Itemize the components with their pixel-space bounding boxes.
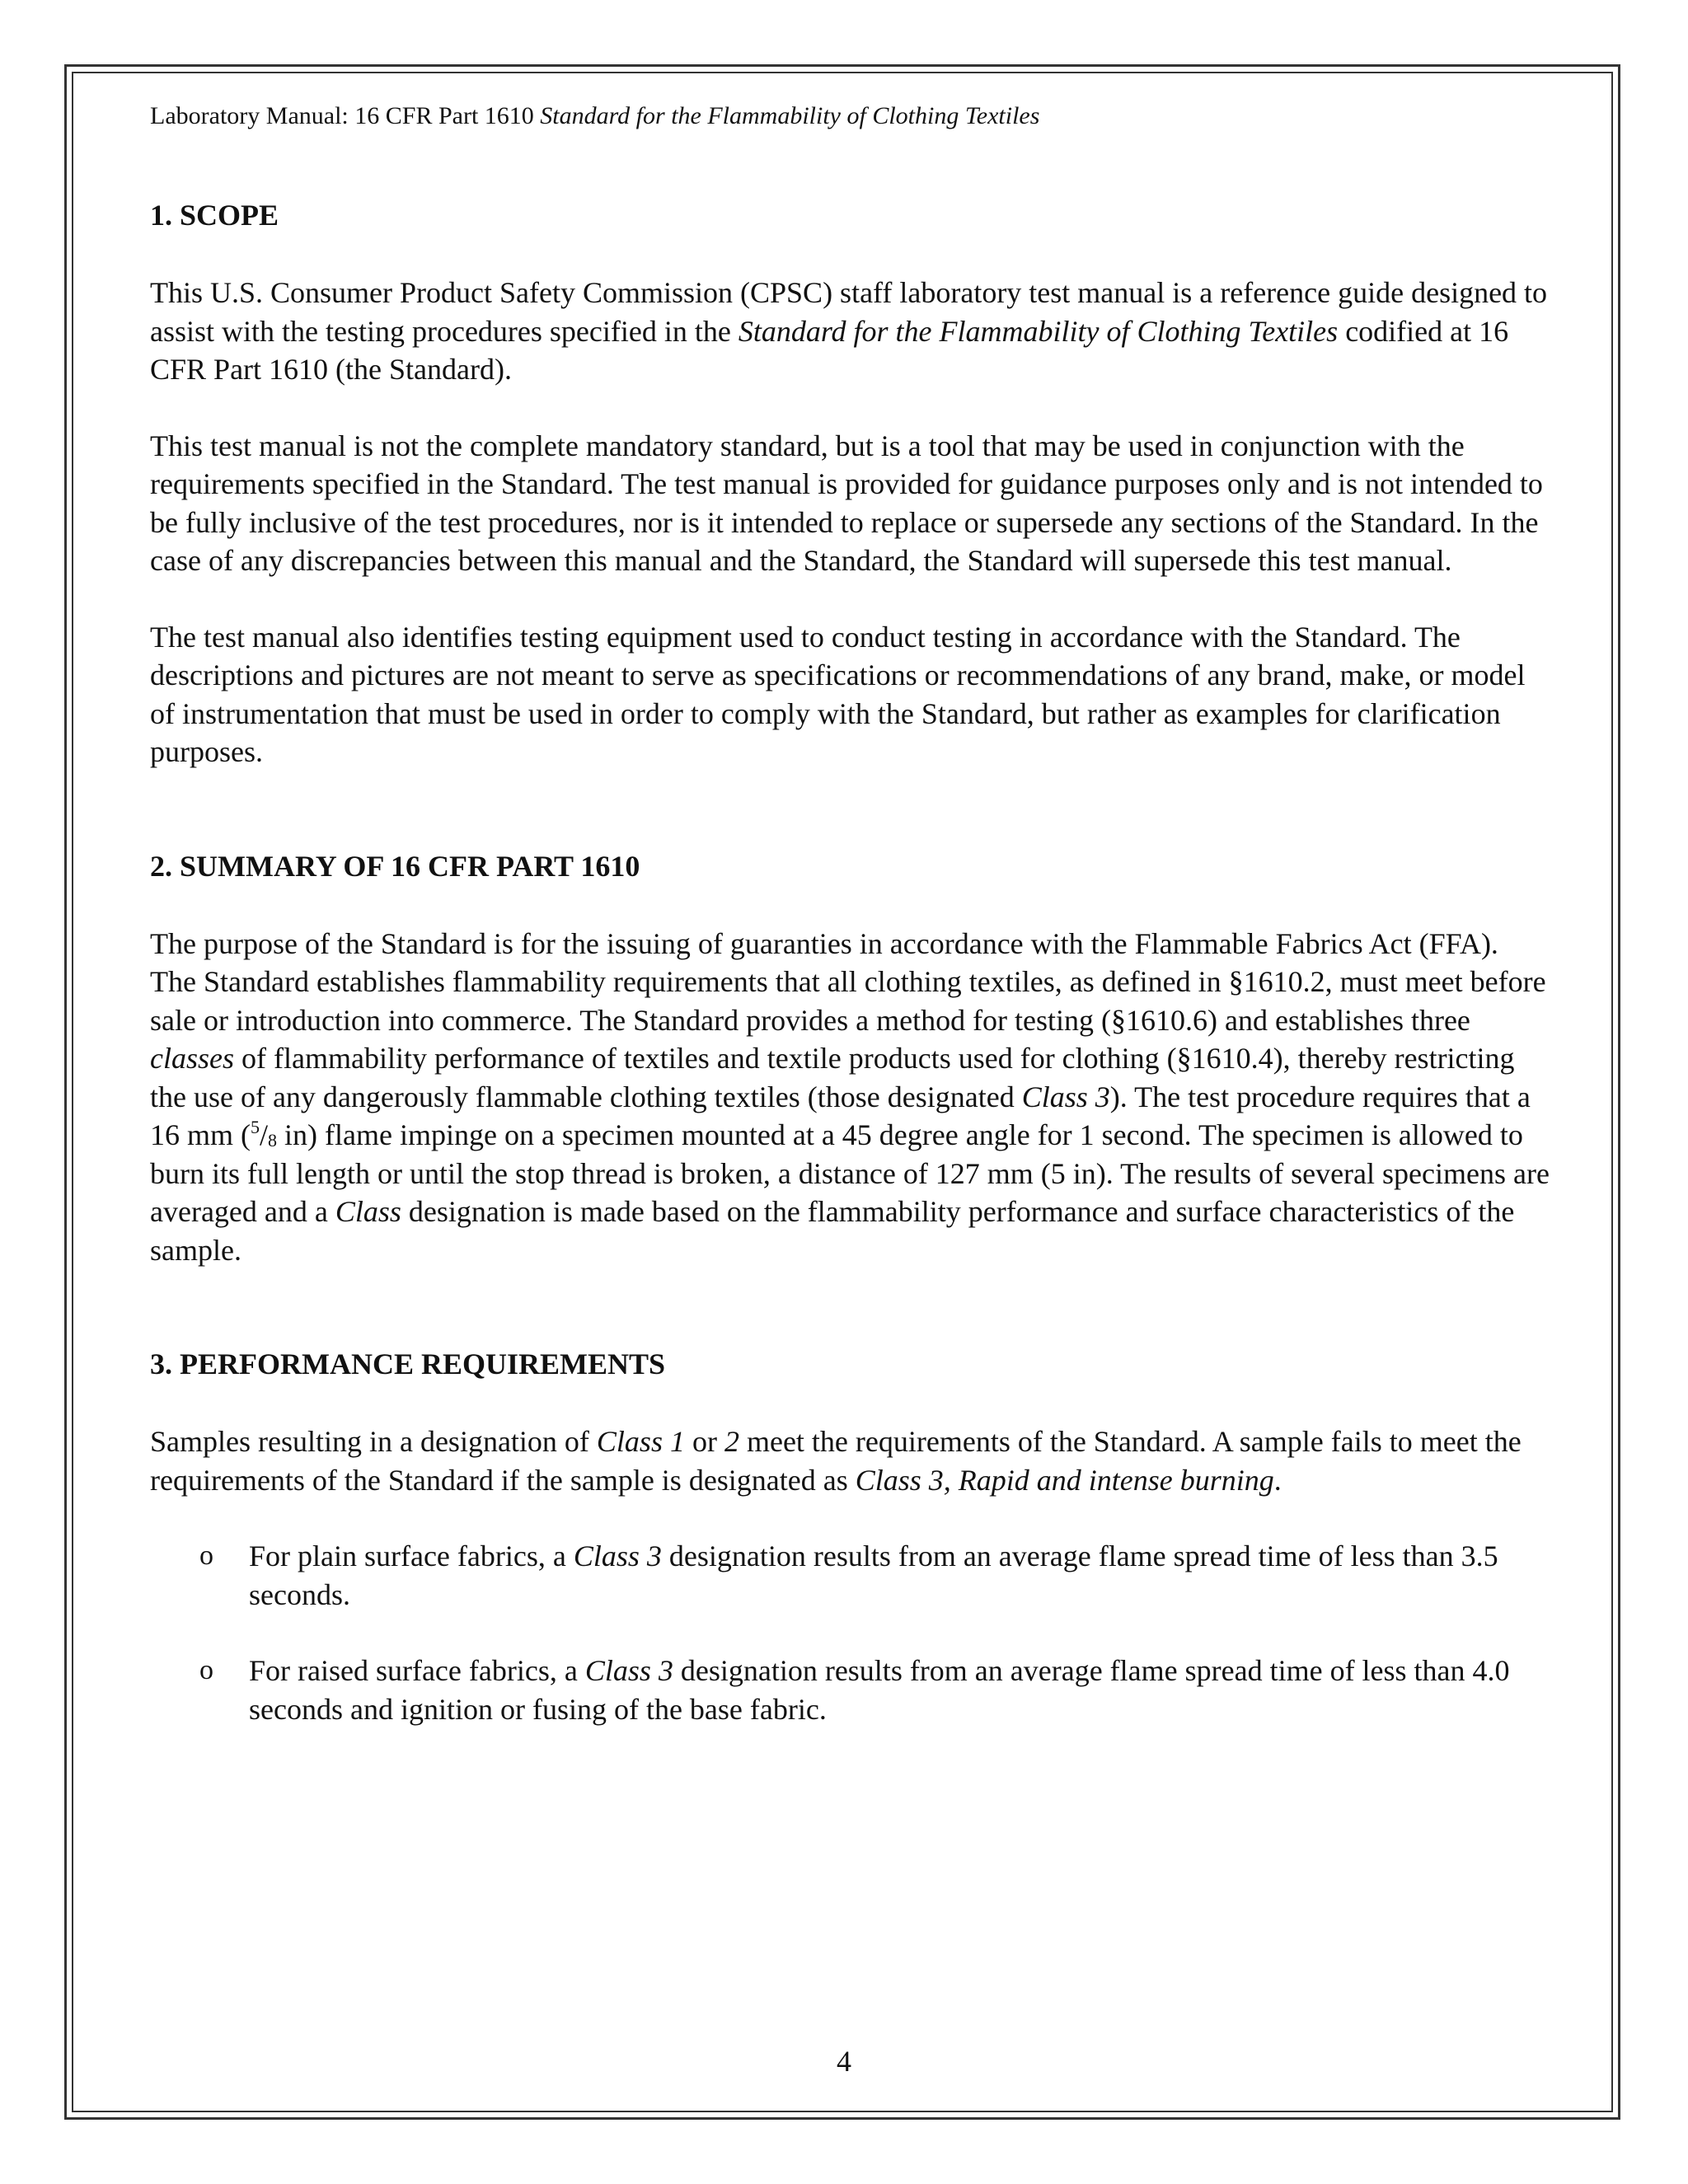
text-run: designation is made based on the flammability performance and surface characteristics of the sample. — [150, 1195, 1515, 1267]
italic-text: classes — [150, 1042, 234, 1075]
section-heading-summary: 2. SUMMARY OF 16 CFR PART 1610 — [150, 849, 640, 883]
italic-text: Class — [335, 1195, 401, 1228]
italic-title: Standard for the Flammability of Clothing Textiles — [738, 314, 1339, 348]
text-run: or — [684, 1425, 724, 1458]
text-run: meet the requirements of the Standard. A sample fails to meet the requirements of the Standard if the sample is designated as — [150, 1425, 1522, 1497]
fraction-separator: / — [260, 1118, 269, 1151]
text-run: designation results from an average flame spread time of less than 4.0 seconds and ignition or fusing of the base fabric. — [249, 1654, 1510, 1726]
scope-paragraph-2: This test manual is not the complete mandatory standard, but is a tool that may be used in conjunction with the requirements specified in the Standard. The test manual is provided for guidance purposes only and is not intended to be fully inclusive of the test procedures, nor is it intended to replace or supersede any sections of the Standard. In the case of any discrepancies between this manual and the Standard, the Standard will supersede this test manual. — [150, 429, 1543, 577]
italic-text: Class 1 — [596, 1425, 685, 1458]
text-run: For plain surface fabrics, a — [249, 1540, 574, 1572]
text-run: in) flame impinge on a specimen mounted at a 45 degree angle for 1 second. The specimen is allowed to burn its full length or until the stop thread is broken, a distance of 127 mm (5 in). The results of several specimens are averaged and a — [150, 1118, 1550, 1228]
bullet-marker-icon: o — [199, 1655, 213, 1685]
text-run: designation results from an average flame spread time of less than 3.5 seconds. — [249, 1540, 1498, 1611]
italic-text: Class 3 — [573, 1540, 662, 1572]
text-run: Samples resulting in a designation of — [150, 1425, 597, 1458]
italic-text: Class 3 — [1021, 1080, 1110, 1113]
italic-text: Class 3 — [584, 1654, 673, 1687]
list-item — [150, 1537, 1551, 1614]
text-run: codified at 16 CFR Part 1610 (the Standard). — [150, 314, 1509, 386]
scope-paragraph-1 — [150, 274, 1551, 389]
running-header-title: Standard for the Flammability of Clothing Textiles — [540, 102, 1040, 129]
performance-bullet-list — [150, 1537, 1551, 1728]
italic-text: Class 3, Rapid and intense burning — [855, 1463, 1274, 1497]
italic-text: 2 — [724, 1425, 739, 1458]
text-run: of flammability performance of textiles and textile products used for clothing (§1610.4), thereby restricting the use of any dangerously flammable clothing textiles (those designated — [150, 1042, 1515, 1113]
performance-paragraph-1 — [150, 1422, 1551, 1499]
text-run: The purpose of the Standard is for the issuing of guaranties in accordance with the Flammable Fabrics Act (FFA). The Standard establishes flammability requirements that all clothing textiles, as defined in §1610.2, must meet before sale or introduction into commerce. The Standard provides a method for testing (§1610.6) and establishes three — [150, 926, 1546, 1037]
running-header — [150, 97, 1551, 135]
scope-paragraph-3: The test manual also identifies testing equipment used to conduct testing in accordance with the Standard. The descriptions and pictures are not meant to serve as specifications or recommendations of any brand, make, or model of instrumentation that must be used in order to comply with the Standard, but rather as examples for clarification purposes. — [150, 620, 1526, 768]
list-item — [150, 1652, 1551, 1728]
fraction-denominator: 8 — [268, 1130, 278, 1151]
section-heading-scope: 1. SCOPE — [150, 199, 279, 232]
bullet-marker-icon: o — [199, 1540, 213, 1571]
text-run: For raised surface fabrics, a — [249, 1654, 585, 1687]
text-run: ). The test procedure requires that a 16 mm ( — [150, 1080, 1531, 1151]
page-content — [150, 97, 1551, 1728]
running-header-prefix: Laboratory Manual: 16 CFR Part 1610 — [150, 102, 541, 129]
text-run: This U.S. Consumer Product Safety Commission (CPSC) staff laboratory test manual is a reference guide designed to assist with the testing procedures specified in the — [150, 276, 1548, 348]
text-run: . — [1273, 1463, 1282, 1497]
fraction-numerator: 5 — [251, 1117, 260, 1137]
page-number: 4 — [837, 2045, 851, 2078]
summary-paragraph-1 — [150, 925, 1551, 1270]
section-heading-performance: 3. PERFORMANCE REQUIREMENTS — [150, 1347, 666, 1380]
